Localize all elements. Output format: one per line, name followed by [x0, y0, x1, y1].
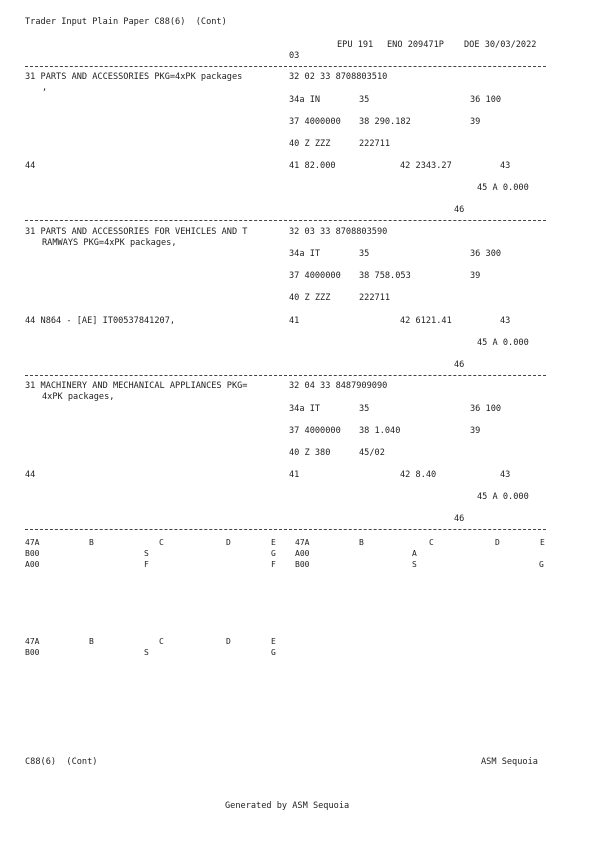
- box47-cell: S: [144, 549, 149, 558]
- adjustment: 45 A 0.000: [477, 183, 529, 193]
- preference: 36 300: [470, 249, 502, 259]
- box47-col-b: B: [89, 637, 94, 646]
- item-description: 31 MACHINERY AND MECHANICAL APPLIANCES PKG=: [25, 381, 248, 391]
- item-description-cont: 4xPK packages,: [42, 392, 115, 402]
- box47-cell: A00: [295, 549, 310, 558]
- footer-form-ref: C88(6) (Cont): [25, 757, 98, 767]
- statistical-value: 46: [454, 514, 465, 524]
- quota: 39: [470, 426, 481, 436]
- footer-brand: ASM Sequoia: [481, 757, 538, 767]
- procedure-code: 37 4000000: [289, 271, 341, 281]
- valuation-method: 43: [500, 470, 511, 480]
- previous-document-ref: 45/02: [359, 448, 385, 458]
- box47-cell: F: [144, 560, 149, 569]
- previous-document: 40 Z 380: [289, 448, 331, 458]
- previous-document-ref: 222711: [359, 293, 391, 303]
- preference: 36 100: [470, 404, 502, 414]
- adjustment: 45 A 0.000: [477, 338, 529, 348]
- supplementary-units: 41: [289, 470, 300, 480]
- item-description: 31 PARTS AND ACCESSORIES FOR VEHICLES AND T: [25, 227, 248, 237]
- procedure-code: 37 4000000: [289, 117, 341, 127]
- doe-date: DOE 30/03/2022: [464, 40, 537, 50]
- box47-cell: A: [412, 549, 417, 558]
- box47-cell: G: [539, 560, 544, 569]
- previous-document-ref: 222711: [359, 139, 391, 149]
- box47-col-e: E: [271, 538, 276, 547]
- supplementary-units: 41 82.000: [289, 161, 336, 171]
- box47-cell: B00: [25, 549, 40, 558]
- valuation-method: 43: [500, 316, 511, 326]
- commodity-code: 32 04 33 8487909090: [289, 381, 388, 391]
- procedure-code: 37 4000000: [289, 426, 341, 436]
- box47-col-a: 47A: [295, 538, 310, 547]
- box47-col-d: D: [226, 637, 231, 646]
- form-title: Trader Input Plain Paper C88(6) (Cont): [25, 17, 227, 27]
- box47-cell: F: [271, 560, 276, 569]
- net-mass: 38 290.182: [359, 117, 411, 127]
- generated-by: Generated by ASM Sequoia: [225, 801, 350, 811]
- item-description-cont: ,: [42, 83, 48, 93]
- box47-col-d: D: [226, 538, 231, 547]
- item-description: 31 PARTS AND ACCESSORIES PKG=4xPK packages: [25, 72, 243, 82]
- box47-cell: S: [412, 560, 417, 569]
- additional-info: 44: [25, 161, 36, 171]
- valuation-method: 43: [500, 161, 511, 171]
- divider: [25, 529, 546, 530]
- box47-col-c: C: [429, 538, 434, 547]
- divider: [25, 220, 546, 221]
- box47-cell: G: [271, 648, 276, 657]
- item-description-cont: RAMWAYS PKG=4xPK packages,: [42, 238, 177, 248]
- box47-cell: B00: [25, 648, 40, 657]
- statistical-value: 46: [454, 205, 465, 215]
- country-of-origin: 34a IT: [289, 404, 321, 414]
- country-of-origin: 34a IT: [289, 249, 321, 259]
- previous-document: 40 Z ZZZ: [289, 293, 331, 303]
- epu-ref: EPU 191: [337, 40, 374, 50]
- adjustment: 45 A 0.000: [477, 492, 529, 502]
- divider: [25, 375, 546, 376]
- item-price: 42 6121.41: [400, 316, 452, 326]
- box47-cell: B00: [295, 560, 310, 569]
- gross-mass: 35: [359, 249, 370, 259]
- box47-col-c: C: [159, 637, 164, 646]
- net-mass: 38 1.040: [359, 426, 401, 436]
- box47-col-a: 47A: [25, 538, 40, 547]
- divider: [25, 66, 546, 67]
- commodity-code: 32 02 33 8708803510: [289, 72, 388, 82]
- eno-ref: ENO 209471P: [387, 40, 444, 50]
- item-price: 42 8.40: [400, 470, 437, 480]
- gross-mass: 35: [359, 404, 370, 414]
- box47-col-b: B: [89, 538, 94, 547]
- box47-cell: S: [144, 648, 149, 657]
- item-price: 42 2343.27: [400, 161, 452, 171]
- box47-col-a: 47A: [25, 637, 40, 646]
- gross-mass: 35: [359, 95, 370, 105]
- quota: 39: [470, 117, 481, 127]
- preference: 36 100: [470, 95, 502, 105]
- box47-col-e: E: [271, 637, 276, 646]
- supplementary-units: 41: [289, 316, 300, 326]
- box47-col-d: D: [495, 538, 500, 547]
- statistical-value: 46: [454, 360, 465, 370]
- net-mass: 38 758.053: [359, 271, 411, 281]
- previous-document: 40 Z ZZZ: [289, 139, 331, 149]
- additional-info: 44: [25, 470, 36, 480]
- country-of-origin: 34a IN: [289, 95, 321, 105]
- box47-col-b: B: [359, 538, 364, 547]
- box47-col-e: E: [540, 538, 545, 547]
- quota: 39: [470, 271, 481, 281]
- additional-info: 44 N864 - [AE] IT00537841207,: [25, 316, 176, 326]
- box47-cell: A00: [25, 560, 40, 569]
- box47-cell: G: [271, 549, 276, 558]
- page-ref: 03: [289, 51, 300, 61]
- commodity-code: 32 03 33 8708803590: [289, 227, 388, 237]
- box47-col-c: C: [159, 538, 164, 547]
